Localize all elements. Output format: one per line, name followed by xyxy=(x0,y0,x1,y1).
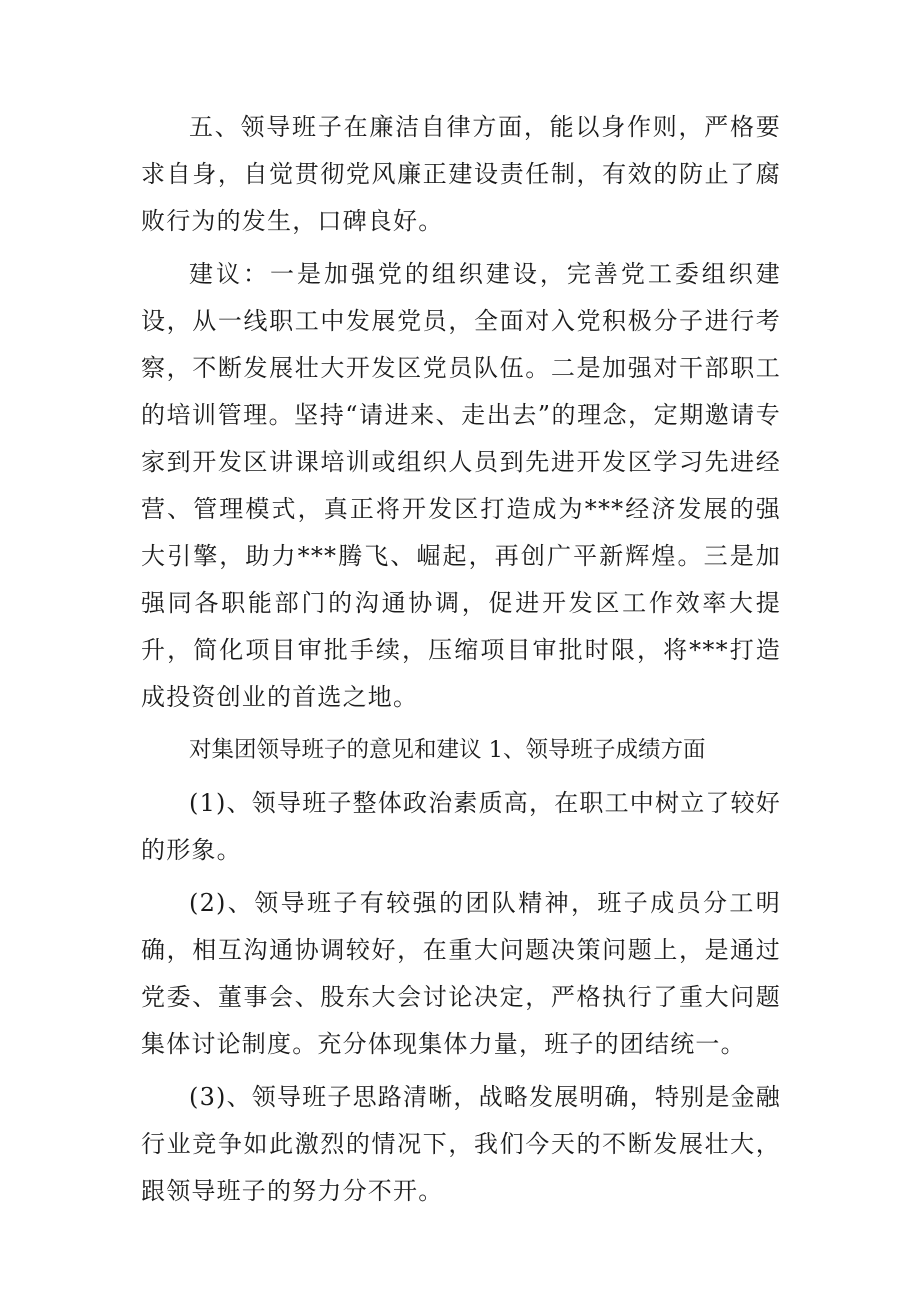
paragraph-item-3: (3)、领导班子思路清晰，战略发展明确，特别是金融行业竞争如此激烈的情况下，我们今天的不断发展壮大，跟领导班子的努力分不开。 xyxy=(141,1083,781,1205)
paragraph-item-1: (1)、领导班子整体政治素质高，在职工中树立了较好的形象。 xyxy=(141,789,781,864)
paragraph-integrity: 五、领导班子在廉洁自律方面，能以身作则，严格要求自身，自觉贯彻党风廉正建设责任制，有效的防止了腐败行为的发生，口碑良好。 xyxy=(141,113,781,235)
paragraph-group-heading: 对集团领导班子的意见和建议 1、领导班子成绩方面 xyxy=(189,737,706,763)
paragraph-suggestions: 建议：一是加强党的组织建设，完善党工委组织建设，从一线职工中发展党员，全面对入党积极分子进行考察，不断发展壮大开发区党员队伍。二是加强对干部职工的培训管理。坚持“请进来、走出去”的理念，定期邀请专家到开发区讲课培训或组织人员到先进开发区学习先进经营、管理模式，真正将开发区打造成为***经济发展的强大引擎，助力***腾飞、崛起，再创广平新辉煌。三是加强同各职能部门的沟通协调，促进开发区工作效率大提升，简化项目审批手续，压缩项目审批时限，将***打造成投资创业的首选之地。 xyxy=(141,260,781,711)
document-body xyxy=(141,104,781,1215)
paragraph-item-2: (2)、领导班子有较强的团队精神，班子成员分工明确，相互沟通协调较好，在重大问题决策问题上，是通过党委、董事会、股东大会讨论决定，严格执行了重大问题集体讨论制度。充分体现集体力量，班子的团结统一。 xyxy=(141,889,781,1058)
